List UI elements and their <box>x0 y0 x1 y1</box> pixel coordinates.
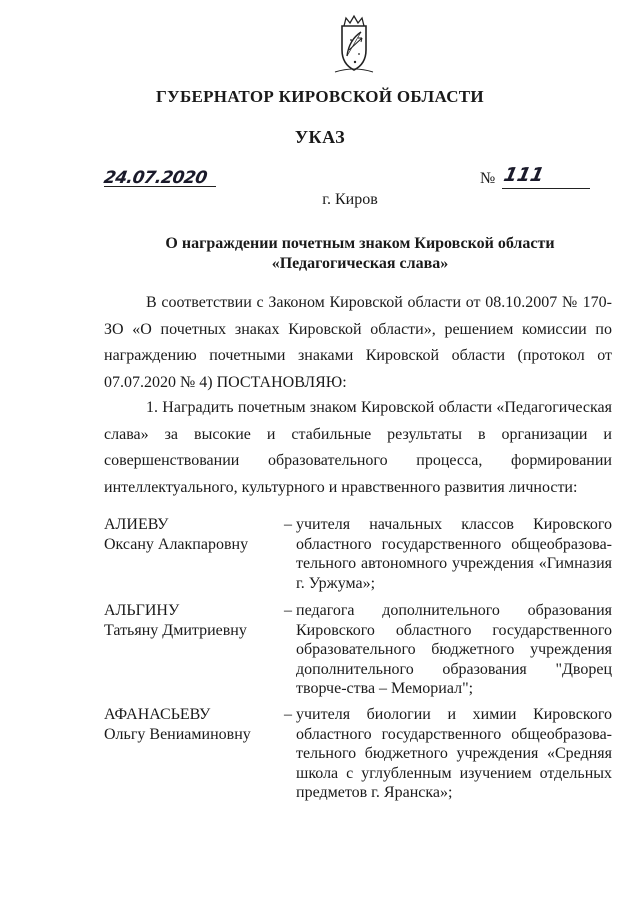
decree-number-field <box>480 166 590 192</box>
awardee-surname: АФАНАСЬЕВУ <box>104 706 211 723</box>
awardee-name <box>104 601 284 640</box>
award-clause-paragraph: 1. Наградить почетным знаком Кировской области «Педагогическая слава» за высокие и стабильные результаты в организации и совершенствовании образовательного процесса, формировании интеллектуального, культурного и нравственного развития личности: <box>104 399 612 496</box>
subject-line-1: О награждении почетным знаком Кировской области <box>165 235 555 252</box>
awardee-entry <box>104 705 612 805</box>
preamble-paragraph: В соответствии с Законом Кировской области от 08.10.2007 № 170-ЗО «О почетных знаках Кировской области», решением комиссии по награждению почетными знаками Кировской области (протокол от 07.07.2020 № 4) ПОСТАНОВЛЯЮ: <box>104 294 612 391</box>
city-line: г. Киров <box>322 191 378 208</box>
date-underline <box>104 186 216 187</box>
awardee-entry <box>104 601 612 701</box>
awardee-description: учителя биологии и химии Кировского областного государственного общеобразова-тельного бюджетного учреждения «Средняя школа с углубленным изучением отдельных предметов г. Яранска»; <box>296 706 612 801</box>
awardee-given-names: Ольгу Вениаминовну <box>104 725 251 743</box>
number-underline <box>502 188 590 189</box>
coat-of-arms-icon <box>331 14 377 74</box>
awardee-name <box>104 515 284 554</box>
awardee-entry <box>104 515 612 595</box>
entry-dash: – <box>284 516 292 533</box>
decree-date: 24.07.2020 <box>102 168 209 188</box>
awardee-surname: АЛЬГИНУ <box>104 602 180 619</box>
subject-line-2: «Педагогическая слава» <box>271 255 449 272</box>
decree-subject <box>100 234 620 274</box>
number-sign: № <box>480 170 496 187</box>
awardee-description: учителя начальных классов Кировского областного государственного общеобразова-тельного автономного учреждения «Гимназия г. Уржума»; <box>296 516 612 592</box>
awardee-surname: АЛИЕВУ <box>104 516 169 533</box>
awardee-name <box>104 705 284 744</box>
decree-number: 111 <box>501 164 547 186</box>
awardee-description: педагога дополнительного образования Кировского областного государственного образовательного бюджетного учреждения дополнительного образования "Дворец творче-ства – Мемориал"; <box>296 602 612 697</box>
awardee-given-names: Татьяну Дмитриевну <box>104 621 247 639</box>
authority-title: ГУБЕРНАТОР КИРОВСКОЙ ОБЛАСТИ <box>156 87 484 106</box>
entry-dash: – <box>284 706 292 723</box>
entry-dash: – <box>284 602 292 619</box>
awardee-given-names: Оксану Алакпаровну <box>104 535 249 553</box>
document-type: УКАЗ <box>294 127 346 147</box>
